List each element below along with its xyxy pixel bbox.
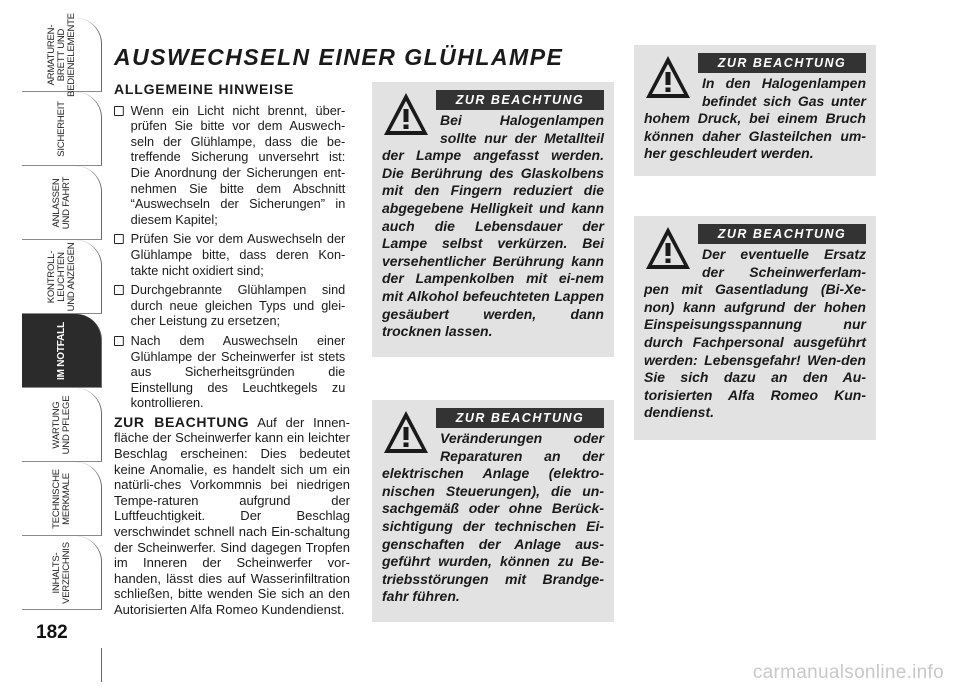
warning-triangle-icon	[644, 224, 692, 272]
tab-kontrollleuchten[interactable]: KONTROLL- LEUCHTEN UND ANZEIGEN	[22, 240, 102, 314]
warning-text: In den Halogenlampen befindet sich Gas unter hohem Druck, bei einem Bruch können daher Glasteilchen um-her geschleudert werden.	[644, 75, 866, 162]
warning-text: Der eventuelle Ersatz der Scheinwerferlam-pen mit Gasentladung (Bi-Xe-non) kann aufgrund der hohen Einspeisungsspannung nur durch Fachpersonal ausgeführt werden: Lebensgefahr! Wen-den Sie sich dazu an den Au-torisierten Alfa Romeo Kun-dendienst.	[644, 246, 866, 421]
warning-triangle-icon	[382, 408, 430, 456]
checkbox-bullet-icon	[114, 336, 124, 346]
page-title: AUSWECHSELN EINER GLÜHLAMPE	[114, 44, 564, 70]
list-item: Durchgebrannte Glühlampen sind durch neue gleichen Typs und glei-cher Leistung zu ersetzen;	[114, 282, 345, 329]
list-item: Prüfen Sie vor dem Auswechseln der Glühlampe bitte, dass deren Kon-takte nicht oxidiert sind;	[114, 231, 345, 278]
warning-header: ZUR BEACHTUNG	[436, 90, 604, 110]
warning-header: ZUR BEACHTUNG	[698, 224, 866, 244]
watermark: carmanualsonline.info	[752, 662, 944, 683]
warning-box-electrical	[372, 400, 614, 622]
section-heading: ALLGEMEINE HINWEISE	[114, 81, 295, 97]
divider	[101, 648, 102, 682]
tab-anlassen[interactable]: ANLASSEN UND FAHRT	[22, 166, 102, 240]
warning-text: Veränderungen oder Reparaturen an der elektrischen Anlage (elektro-nischen Steuerungen), die un-sachgemäß oder ohne Berück-sichtigung der technischen Ei-genschaften der Anlage aus-geführt wurden, können zu Be-triebsstörungen mit Brandge-fahr führen.	[382, 430, 604, 605]
general-notes-column	[114, 82, 350, 618]
tab-sicherheit[interactable]: SICHERHEIT	[22, 92, 102, 166]
warning-box-halogen-handling	[372, 82, 614, 357]
warning-box-halogen-gas	[634, 45, 876, 176]
list-item: Nach dem Auswechseln einer Glühlampe der Scheinwerfer ist stets aus Sicherheitsgründen die Einstellung des Leuchtkegels zu kontrollieren.	[114, 333, 345, 411]
warning-box-bixenon	[634, 216, 876, 440]
bullet-list	[114, 103, 350, 411]
chapter-tabs	[22, 12, 102, 618]
note-text: Auf der Innen-fläche der Scheinwerfer kann ein leichter Beschlag erscheinen: Dies bedeutet keine Anomalie, es handelt sich um ein natürli-ches Vorkommnis bei niedrigen Tempe-raturen aufgrund der Luftfeuchtigkeit. Der Beschlag verschwindet schnell nach Ein-schaltung der Scheinwerfer. Sind dagegen Tropfen im Inneren der Scheinwerfer vor-handen, lässt dies auf Wasserinfiltration schließen, bitte wenden Sie sich an den Autorisierten Alfa Romeo Kundendienst.	[114, 414, 350, 617]
tab-armaturenbrett[interactable]: ARMATUREN- BRETT UND BEDIENELEMENTE	[22, 18, 102, 92]
warning-header: ZUR BEACHTUNG	[698, 53, 866, 73]
tab-wartung[interactable]: WARTUNG UND PFLEGE	[22, 388, 102, 462]
page-number: 182	[36, 622, 68, 643]
warning-triangle-icon	[382, 90, 430, 138]
checkbox-bullet-icon	[114, 234, 124, 244]
tab-im-notfall[interactable]: IM NOTFALL	[22, 314, 102, 388]
warning-triangle-icon	[644, 53, 692, 101]
note-paragraph	[114, 415, 350, 618]
checkbox-bullet-icon	[114, 285, 124, 295]
checkbox-bullet-icon	[114, 106, 124, 116]
tab-technische-merkmale[interactable]: TECHNISCHE MERKMALE	[22, 462, 102, 536]
list-item: Wenn ein Licht nicht brennt, über-prüfen Sie bitte vor dem Auswech-seln der Glühlampe, dass die be-treffende Sicherung unversehrt ist: Die Anordnung der Sicherungen ent-nehmen Sie bitte dem Abschnitt “Auswechseln der Sicherungen” in diesem Kapitel;	[114, 103, 345, 228]
tab-inhaltsverzeichnis[interactable]: INHALTS- VERZEICHNIS	[22, 536, 102, 610]
warning-text: Bei Halogenlampen sollte nur der Metallteil der Lampe angefasst werden. Die Berührung des Glaskolbens mit den Fingern reduziert die abgegebene Helligkeit und kann auch die Lebensdauer der Lampe selbst verkürzen. Bei versehentlicher Berührung kann der Lampenkolben mit ei-nem mit Alkohol befeuchteten Lappen gesäubert werden, dann trocknen lassen.	[382, 112, 604, 340]
note-label: ZUR BEACHTUNG	[114, 413, 250, 430]
warning-header: ZUR BEACHTUNG	[436, 408, 604, 428]
